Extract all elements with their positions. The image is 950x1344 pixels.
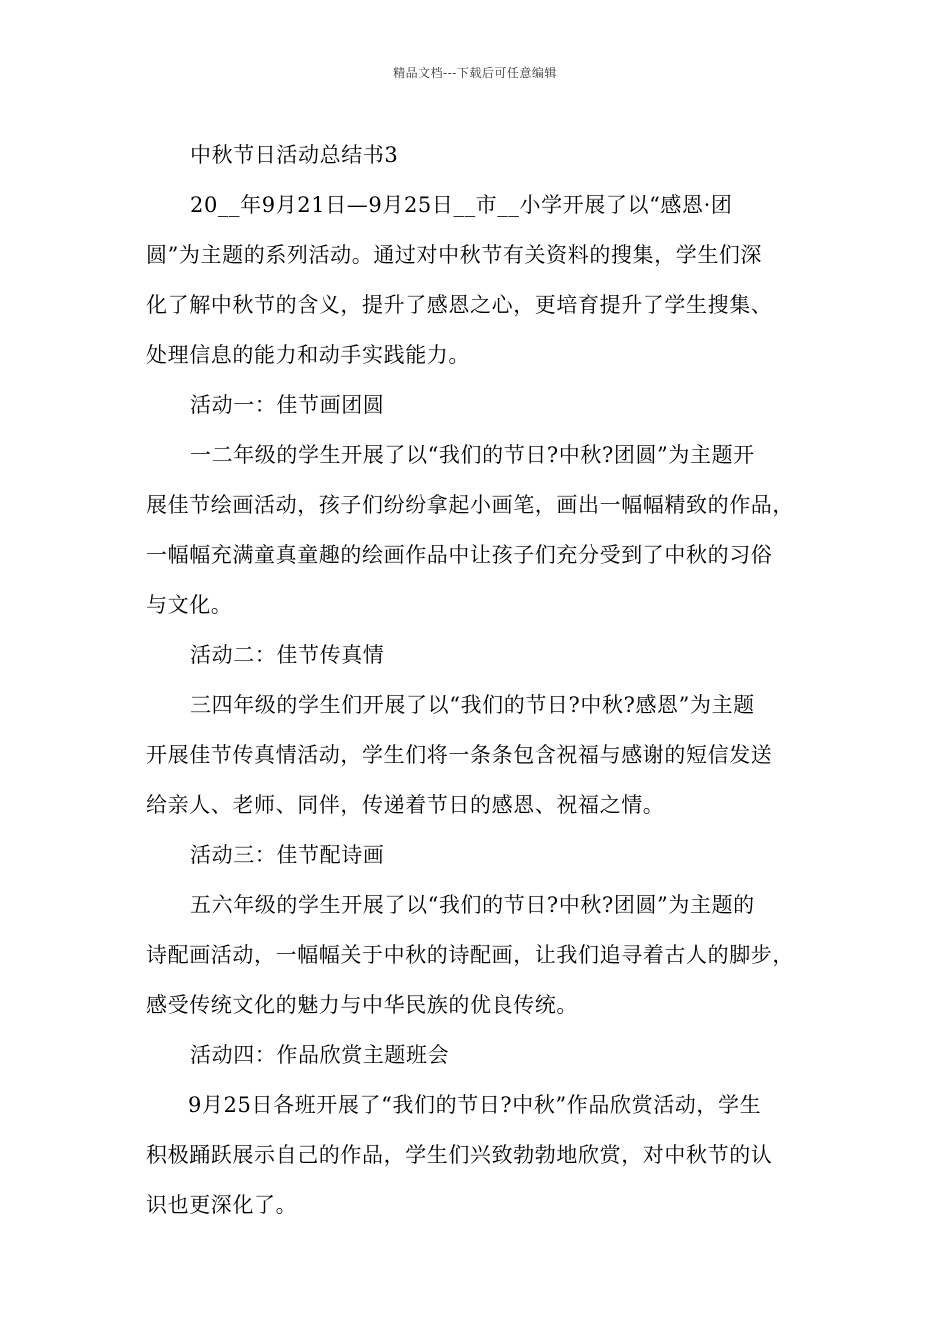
intro-paragraph xyxy=(146,180,826,380)
paragraph-line: 处理信息的能力和动手实践能力。 xyxy=(146,343,470,367)
paragraph-line: 诗配画活动，一幅幅关于中秋的诗配画，让我们追寻着古人的脚步， xyxy=(146,943,794,967)
paragraph-line: 积极踊跃展示自己的作品，学生们兴致勃勃地欣赏，对中秋节的认 xyxy=(146,1143,773,1167)
document-body xyxy=(146,130,826,1230)
section-paragraph-3 xyxy=(146,880,826,1030)
paragraph-line: 20__年9月21日—9月25日__市__小学开展了以“感恩·团 xyxy=(190,193,733,217)
paragraph-line: 三四年级的学生们开展了以“我们的节日?中秋?感恩”为主题 xyxy=(190,693,755,717)
paragraph-line: 开展佳节传真情活动，学生们将一条条包含祝福与感谢的短信发送 xyxy=(146,743,773,767)
section-heading-2: 活动二：佳节传真情 xyxy=(190,643,385,667)
page-header: 精品文档---下载后可任意编辑 xyxy=(393,66,557,80)
paragraph-line: 9月25日各班开展了“我们的节日?中秋”作品欣赏活动，学生 xyxy=(188,1093,762,1117)
document-title: 中秋节日活动总结书3 xyxy=(190,143,399,167)
paragraph-line: 感受传统文化的魅力与中华民族的优良传统。 xyxy=(146,993,578,1017)
section-paragraph-4 xyxy=(146,1080,826,1230)
section-heading-4: 活动四：作品欣赏主题班会 xyxy=(190,1043,450,1067)
paragraph-line: 展佳节绘画活动，孩子们纷纷拿起小画笔，画出一幅幅精致的作品， xyxy=(146,493,794,517)
paragraph-line: 给亲人、老师、同伴，传递着节日的感恩、祝福之情。 xyxy=(146,793,665,817)
section-heading-3: 活动三：佳节配诗画 xyxy=(190,843,385,867)
paragraph-line: 化了解中秋节的含义，提升了感恩之心，更培育提升了学生搜集、 xyxy=(146,293,773,317)
paragraph-line: 圆”为主题的系列活动。通过对中秋节有关资料的搜集，学生们深 xyxy=(146,243,763,267)
section-paragraph-1 xyxy=(146,430,826,630)
paragraph-line: 五六年级的学生开展了以“我们的节日?中秋?团圆”为主题的 xyxy=(190,893,755,917)
paragraph-line: 一幅幅充满童真童趣的绘画作品中让孩子们充分受到了中秋的习俗 xyxy=(146,543,773,567)
section-heading-1: 活动一：佳节画团圆 xyxy=(190,393,385,417)
paragraph-line: 与文化。 xyxy=(146,593,233,617)
section-paragraph-2 xyxy=(146,680,826,830)
paragraph-line: 识也更深化了。 xyxy=(146,1193,298,1217)
paragraph-line: 一二年级的学生开展了以“我们的节日?中秋?团圆”为主题开 xyxy=(190,443,755,467)
